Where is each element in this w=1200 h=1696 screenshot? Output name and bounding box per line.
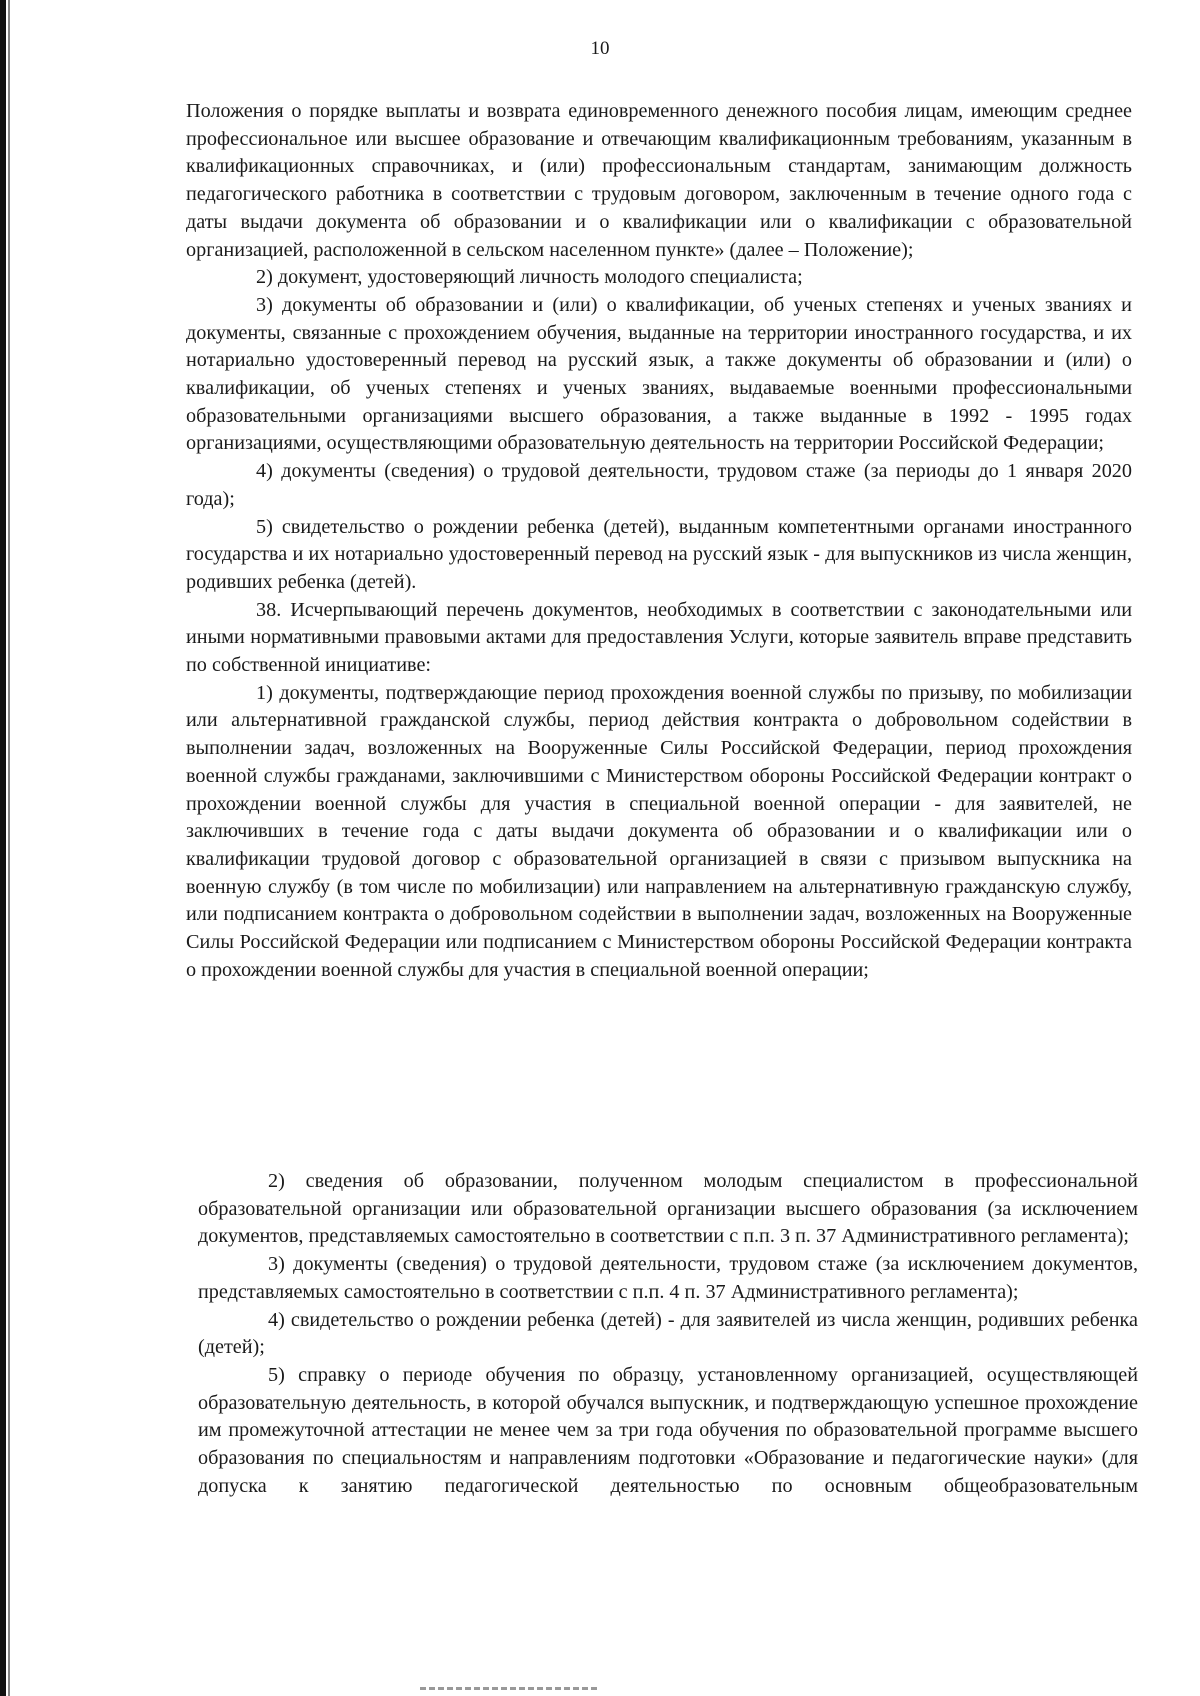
paragraph: 2) документ, удостоверяющий личность молодого специалиста; (256, 266, 803, 289)
paragraph: 38. Исчерпывающий перечень документов, необходимых в соответствии с законодательными или иными нормативными правовыми актами для предоставления Услуги, которые заявитель вправе представить по собственной инициативе: (186, 598, 1132, 677)
paragraph: 4) свидетельство о рождении ребенка (детей) - для заявителей из числа женщин, родивших ребенка (детей); (198, 1308, 1138, 1359)
paragraph: 5) свидетельство о рождении ребенка (детей), выданным компетентными органами иностранного государства и их нотариально удостоверенный перевод на русский язык - для выпускников из числа женщин, родивших ребенка (детей). (186, 515, 1132, 593)
paragraph: Положения о порядке выплаты и возврата единовременного денежного пособия лицам, имеющим среднее профессиональное или высшее образование и отвечающим квалификационным требованиям, указанным в квалификационных справочниках, и (или) профессиональным стандартам, занимающим должность педагогического работника в соответствии с трудовым договором, заключенным в течение одного года с даты выдачи документа об образовании и о квалификации или о квалификации с образовательной организацией, расположенной в сельском населенном пункте» (далее – Положение); (186, 100, 1132, 261)
paragraph: 4) документы (сведения) о трудовой деятельности, трудовом стаже (за периоды до 1 января 2020 года); (186, 460, 1132, 510)
paragraph: 3) документы (сведения) о трудовой деятельности, трудовом стаже (за исключением документов, представляемых самостоятельно в соответствии с п.п. 4 п. 37 Административного регламента); (198, 1253, 1138, 1303)
paragraph: 1) документы, подтверждающие период прохождения военной службы по призыву, по мобилизации или альтернативной гражданской службы, период действия контракта о добровольном содействии в выполнении задач, возложенных на Вооруженные Силы Российской Федерации, период прохождения военной службы гражданами, заключившими с Министерством обороны Российской Федерации контракт о прохождении военной службы для участия в специальной военной операции - для заявителей, не заключивших в течение года с даты выдачи документа об образовании и о квалификации или о квалификации трудовой договор с образовательной организацией в связи с призывом выпускника на военную службу (в том числе по мобилизации) или направлением на альтернативную гражданскую службу, или подписанием контракта о добровольном содействии в выполнении задач, возложенных на Вооруженные Силы Российской Федерации или подписанием с Министерством обороны Российской Федерации контракта о прохождении военной службы для участия в специальной военной операции; (186, 681, 1132, 981)
scan-edge (0, 0, 6, 1696)
document-body-bottom (198, 1168, 1138, 1500)
document-body-top (186, 98, 1132, 1166)
paragraph: 3) документы об образовании и (или) о квалификации, об ученых степенях и ученых званиях и документы, связанные с прохождением обучения, выданные на территории иностранного государства, и их нотариально удостоверенный перевод на русский язык, а также документы об образовании и (или) о квалификации, об ученых степенях и ученых званиях, выдаваемые военными профессиональными образовательными организациями высшего образования, а также выданные в 1992 - 1995 годах организациями, осуществляющими образовательную деятельность на территории Российской Федерации; (186, 293, 1132, 455)
page-number: 10 (590, 38, 610, 59)
scan-artifact (420, 1687, 600, 1690)
paragraph: 2) сведения об образовании, полученном молодым специалистом в профессиональной образовательной организации или образовательной организации высшего образования (за исключением документов, представляемых самостоятельно в соответствии с п.п. 3 п. 37 Административного регламента); (198, 1170, 1138, 1248)
paragraph: 5) справку о периоде обучения по образцу, установленному организацией, осуществляющей образовательную деятельность, в которой обучался выпускник, и подтверждающую успешное прохождение им промежуточной аттестации не менее чем за три года обучения по образовательной программе высшего образования по специальностям и направлениям подготовки «Образование и педагогические науки» (для допуска к занятию педагогической деятельностью по основным общеобразовательным (198, 1363, 1138, 1497)
scan-edge-line (8, 0, 10, 1696)
